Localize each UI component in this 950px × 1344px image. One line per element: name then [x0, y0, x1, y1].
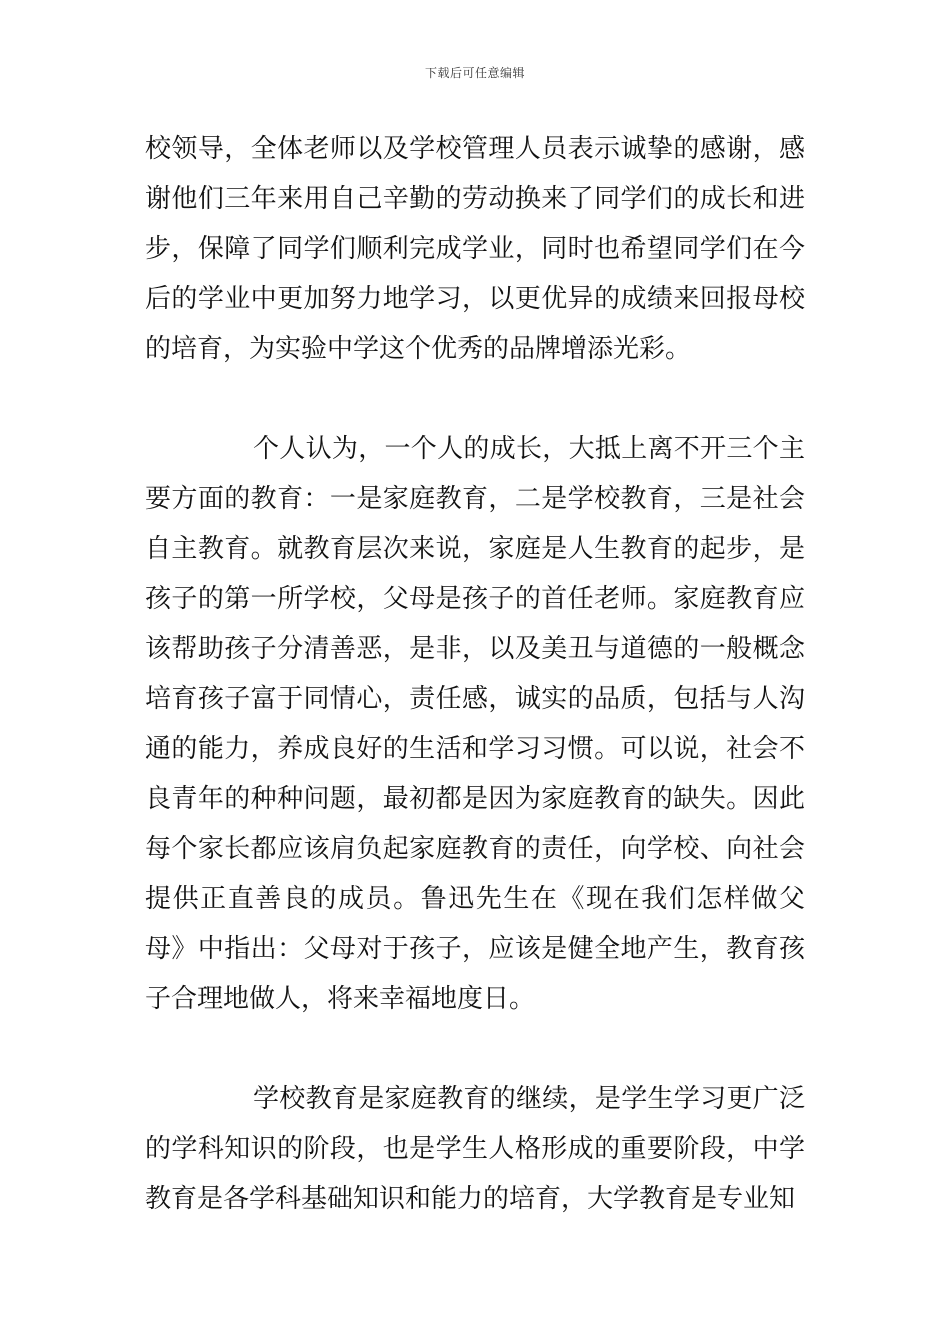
- document-body: [145, 124, 805, 1224]
- paragraph-growth-education: 个人认为，一个人的成长，大抵上离不开三个主要方面的教育：一是家庭教育，二是学校教育，三是社会自主教育。就教育层次来说，家庭是人生教育的起步，是孩子的第一所学校，父母是孩子的首任老师。家庭教育应该帮助孩子分清善恶，是非，以及美丑与道德的一般概念培育孩子富于同情心，责任感，诚实的品质，包括与人沟通的能力，养成良好的生活和学习习惯。可以说，社会不良青年的种种问题，最初都是因为家庭教育的缺失。因此每个家长都应该肩负起家庭教育的责任，向学校、向社会提供正直善良的成员。鲁迅先生在《现在我们怎样做父母》中指出：父母对于孩子，应该是健全地产生，教育孩子合理地做人，将来幸福地度日。: [145, 434, 805, 1014]
- paragraph-continuation: 校领导，全体老师以及学校管理人员表示诚挚的感谢，感谢他们三年来用自己辛勤的劳动换来了同学们的成长和进步，保障了同学们顺利完成学业，同时也希望同学们在今后的学业中更加努力地学习，以更优异的成绩来回报母校的培育，为实验中学这个优秀的品牌增添光彩。: [145, 134, 805, 364]
- paragraph-school-education: 学校教育是家庭教育的继续，是学生学习更广泛的学科知识的阶段，也是学生人格形成的重要阶段，中学教育是各学科基础知识和能力的培育，大学教育是专业知: [145, 1084, 805, 1214]
- page-header: 下载后可任意编辑: [424, 66, 525, 80]
